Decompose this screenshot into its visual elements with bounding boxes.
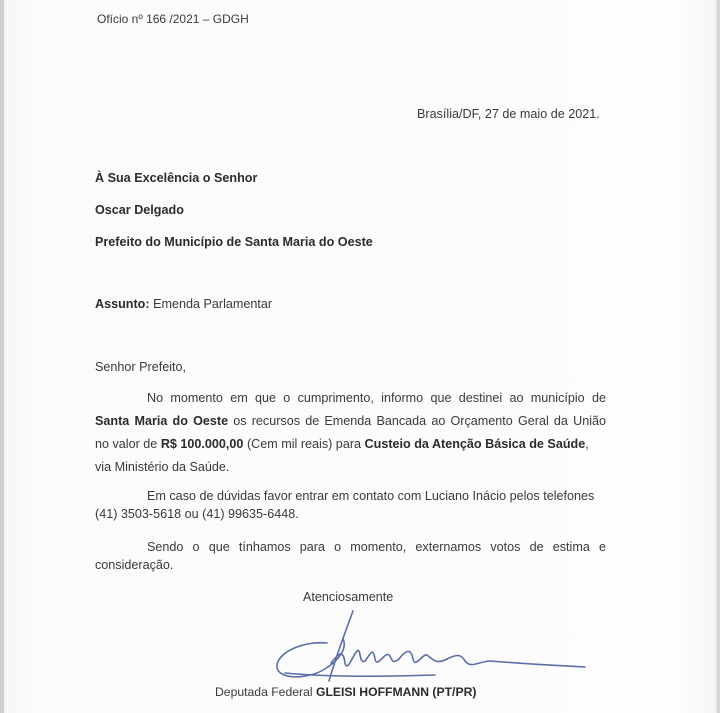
subject-label: Assunto: — [95, 297, 150, 311]
subject-line — [95, 297, 272, 312]
signatory-name: GLEISI HOFFMANN (PT/PR) — [315, 685, 477, 699]
paragraph1-line1: No momento em que o cumprimento, informo que destinei ao município de — [147, 391, 606, 405]
recipient-salutation: À Sua Excelência o Senhor — [95, 171, 258, 185]
paragraph2-line1: Em caso de dúvidas favor entrar em contato com Luciano Inácio pelos telefones — [147, 489, 595, 503]
paragraph3-line1: Sendo o que tínhamos para o momento, externamos votos de estima e — [147, 540, 606, 554]
signatory-line — [215, 685, 476, 700]
paragraph1-line2-rest: os recursos de Emenda Bancada ao Orçamento Geral da União — [233, 414, 607, 428]
subject-text: Emenda Parlamentar — [153, 297, 273, 311]
handwritten-signature — [265, 603, 595, 691]
paragraph1-line4: via Ministério da Saúde. — [95, 460, 230, 474]
paragraph1-line3 — [95, 437, 589, 452]
signatory-prefix: Deputada Federal — [215, 685, 313, 699]
paragraph1-line2 — [95, 414, 606, 429]
paragraph1-line3-a: no valor de — [95, 437, 158, 451]
recipient-title: Prefeito do Município de Santa Maria do Oeste — [95, 235, 373, 249]
paragraph3-line2: consideração. — [95, 558, 174, 572]
purpose: Custeio da Atenção Básica de Saúde — [364, 437, 586, 451]
place-date: Brasília/DF, 27 de maio de 2021. — [417, 107, 600, 121]
paragraph1-line3-b: (Cem mil reais) para — [246, 437, 362, 451]
paragraph1-line3-end: , — [585, 437, 589, 451]
municipality-name: Santa Maria do Oeste — [95, 414, 229, 428]
recipient-name: Oscar Delgado — [95, 203, 184, 217]
amount: R$ 100.000,00 — [160, 437, 244, 451]
closing: Atenciosamente — [303, 590, 394, 604]
page-left-edge — [0, 0, 4, 713]
paragraph2-line2: (41) 3503-5618 ou (41) 99635-6448. — [95, 507, 299, 521]
greeting: Senhor Prefeito, — [95, 360, 187, 374]
letter-reference: Ofício nº 166 /2021 – GDGH — [97, 12, 249, 26]
